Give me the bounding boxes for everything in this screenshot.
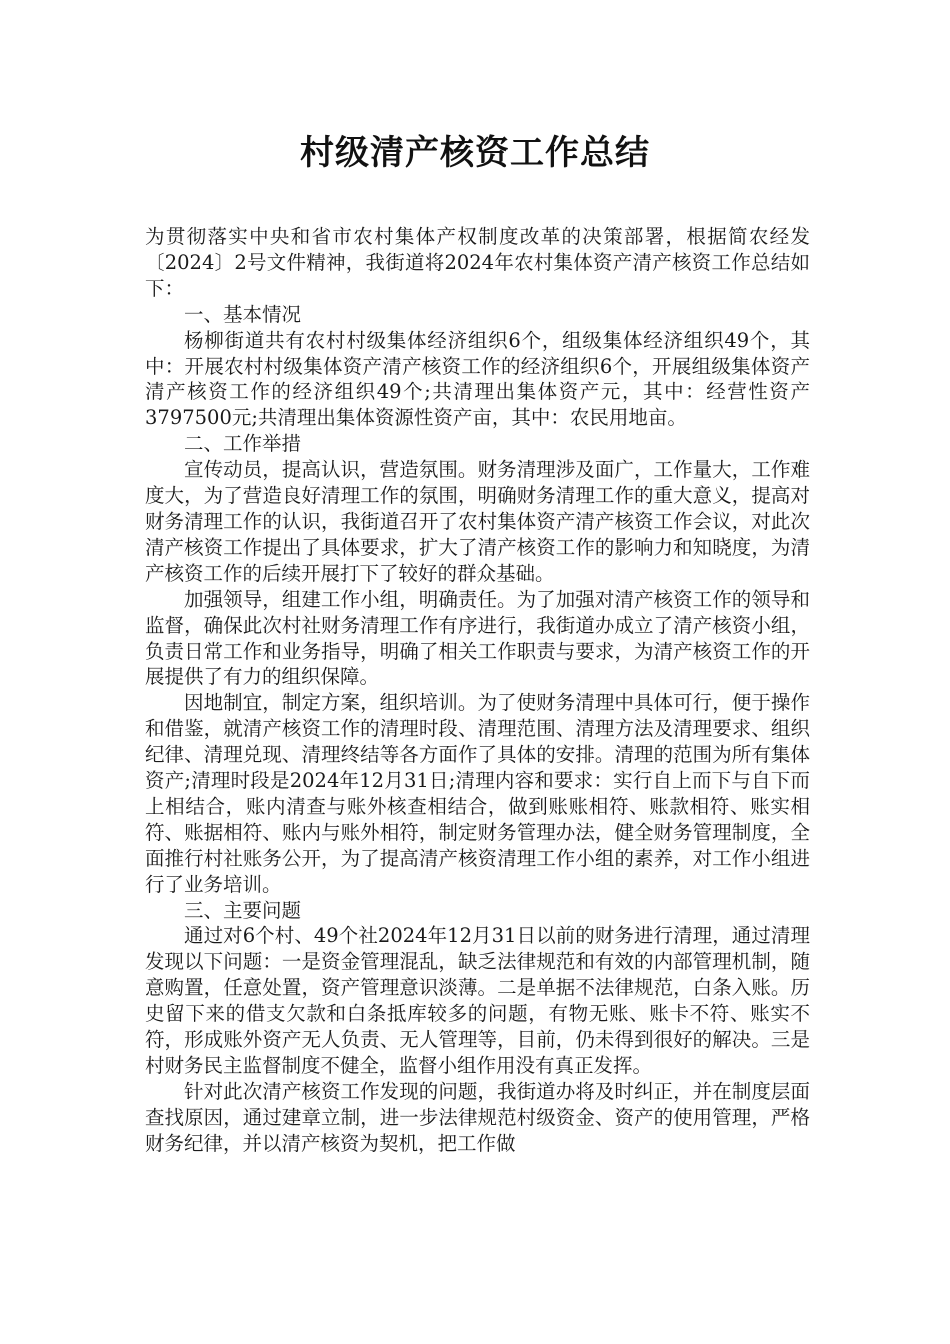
section-heading-main-problems: 三、主要问题 [184,898,302,922]
section-heading-basic-situation: 一、基本情况 [184,302,302,326]
document-title: 村级清产核资工作总结 [300,133,650,173]
body-paragraph: 杨柳街道共有农村村级集体经济组织6个，组级集体经济组织49个，其中：开展农村村级集体资产清产核资工作的经济组织6个，开展组级集体资产清产核资工作的经济组织49个;共清理出集体资产元，其中：经营性资产3797500元;共清理出集体资源性资产亩，其中：农民用地亩。 [145,328,810,430]
body-paragraph: 针对此次清产核资工作发现的问题，我街道办将及时纠正，并在制度层面查找原因，通过建章立制，进一步法律规范村级资金、资产的使用管理，严格财务纪律，并以清产核资为契机，把工作做 [145,1079,810,1155]
body-paragraph: 因地制宜，制定方案，组织培训。为了使财务清理中具体可行，便于操作和借鉴，就清产核资工作的清理时段、清理范围、清理方法及清理要求、组织纪律、清理兑现、清理终结等各方面作了具体的安排。清理的范围为所有集体资产;清理时段是2024年12月31日;清理内容和要求：实行自上而下与自下而上相结合，账内清查与账外核查相结合，做到账账相符、账款相符、账实相符、账据相符、账内与账外相符，制定财务管理办法，健全财务管理制度，全面推行村社账务公开，为了提高清产核资清理工作小组的素养，对工作小组进行了业务培训。 [145,691,810,896]
section-heading-work-measures: 二、工作举措 [184,432,302,456]
body-paragraph: 加强领导，组建工作小组，明确责任。为了加强对清产核资工作的领导和监督，确保此次村社财务清理工作有序进行，我街道办成立了清产核资小组，负责日常工作和业务指导，明确了相关工作职责与要求，为清产核资工作的开展提供了有力的组织保障。 [145,587,810,689]
intro-paragraph: 为贯彻落实中央和省市农村集体产权制度改革的决策部署，根据简农经发〔2024〕2号文件精神，我街道将2024年农村集体资产清产核资工作总结如下： [145,225,810,300]
body-paragraph: 宣传动员，提高认识，营造氛围。财务清理涉及面广，工作量大，工作难度大，为了营造良好清理工作的氛围，明确财务清理工作的重大意义，提高对财务清理工作的认识，我街道召开了农村集体资产清产核资工作会议，对此次清产核资工作提出了具体要求，扩大了清产核资工作的影响力和知晓度，为清产核资工作的后续开展打下了较好的群众基础。 [145,458,810,585]
document-body [145,224,810,1157]
body-paragraph: 通过对6个村、49个社2024年12月31日以前的财务进行清理，通过清理发现以下问题：一是资金管理混乱，缺乏法律规范和有效的内部管理机制，随意购置，任意处置，资产管理意识淡薄。二是单据不法律规范，白条入账。历史留下来的借支欠款和白条抵库较多的问题，有物无账、账卡不符、账实不符，形成账外资产无人负责、无人管理等，目前，仍未得到很好的解决。三是村财务民主监督制度不健全，监督小组作用没有真正发挥。 [145,924,810,1077]
